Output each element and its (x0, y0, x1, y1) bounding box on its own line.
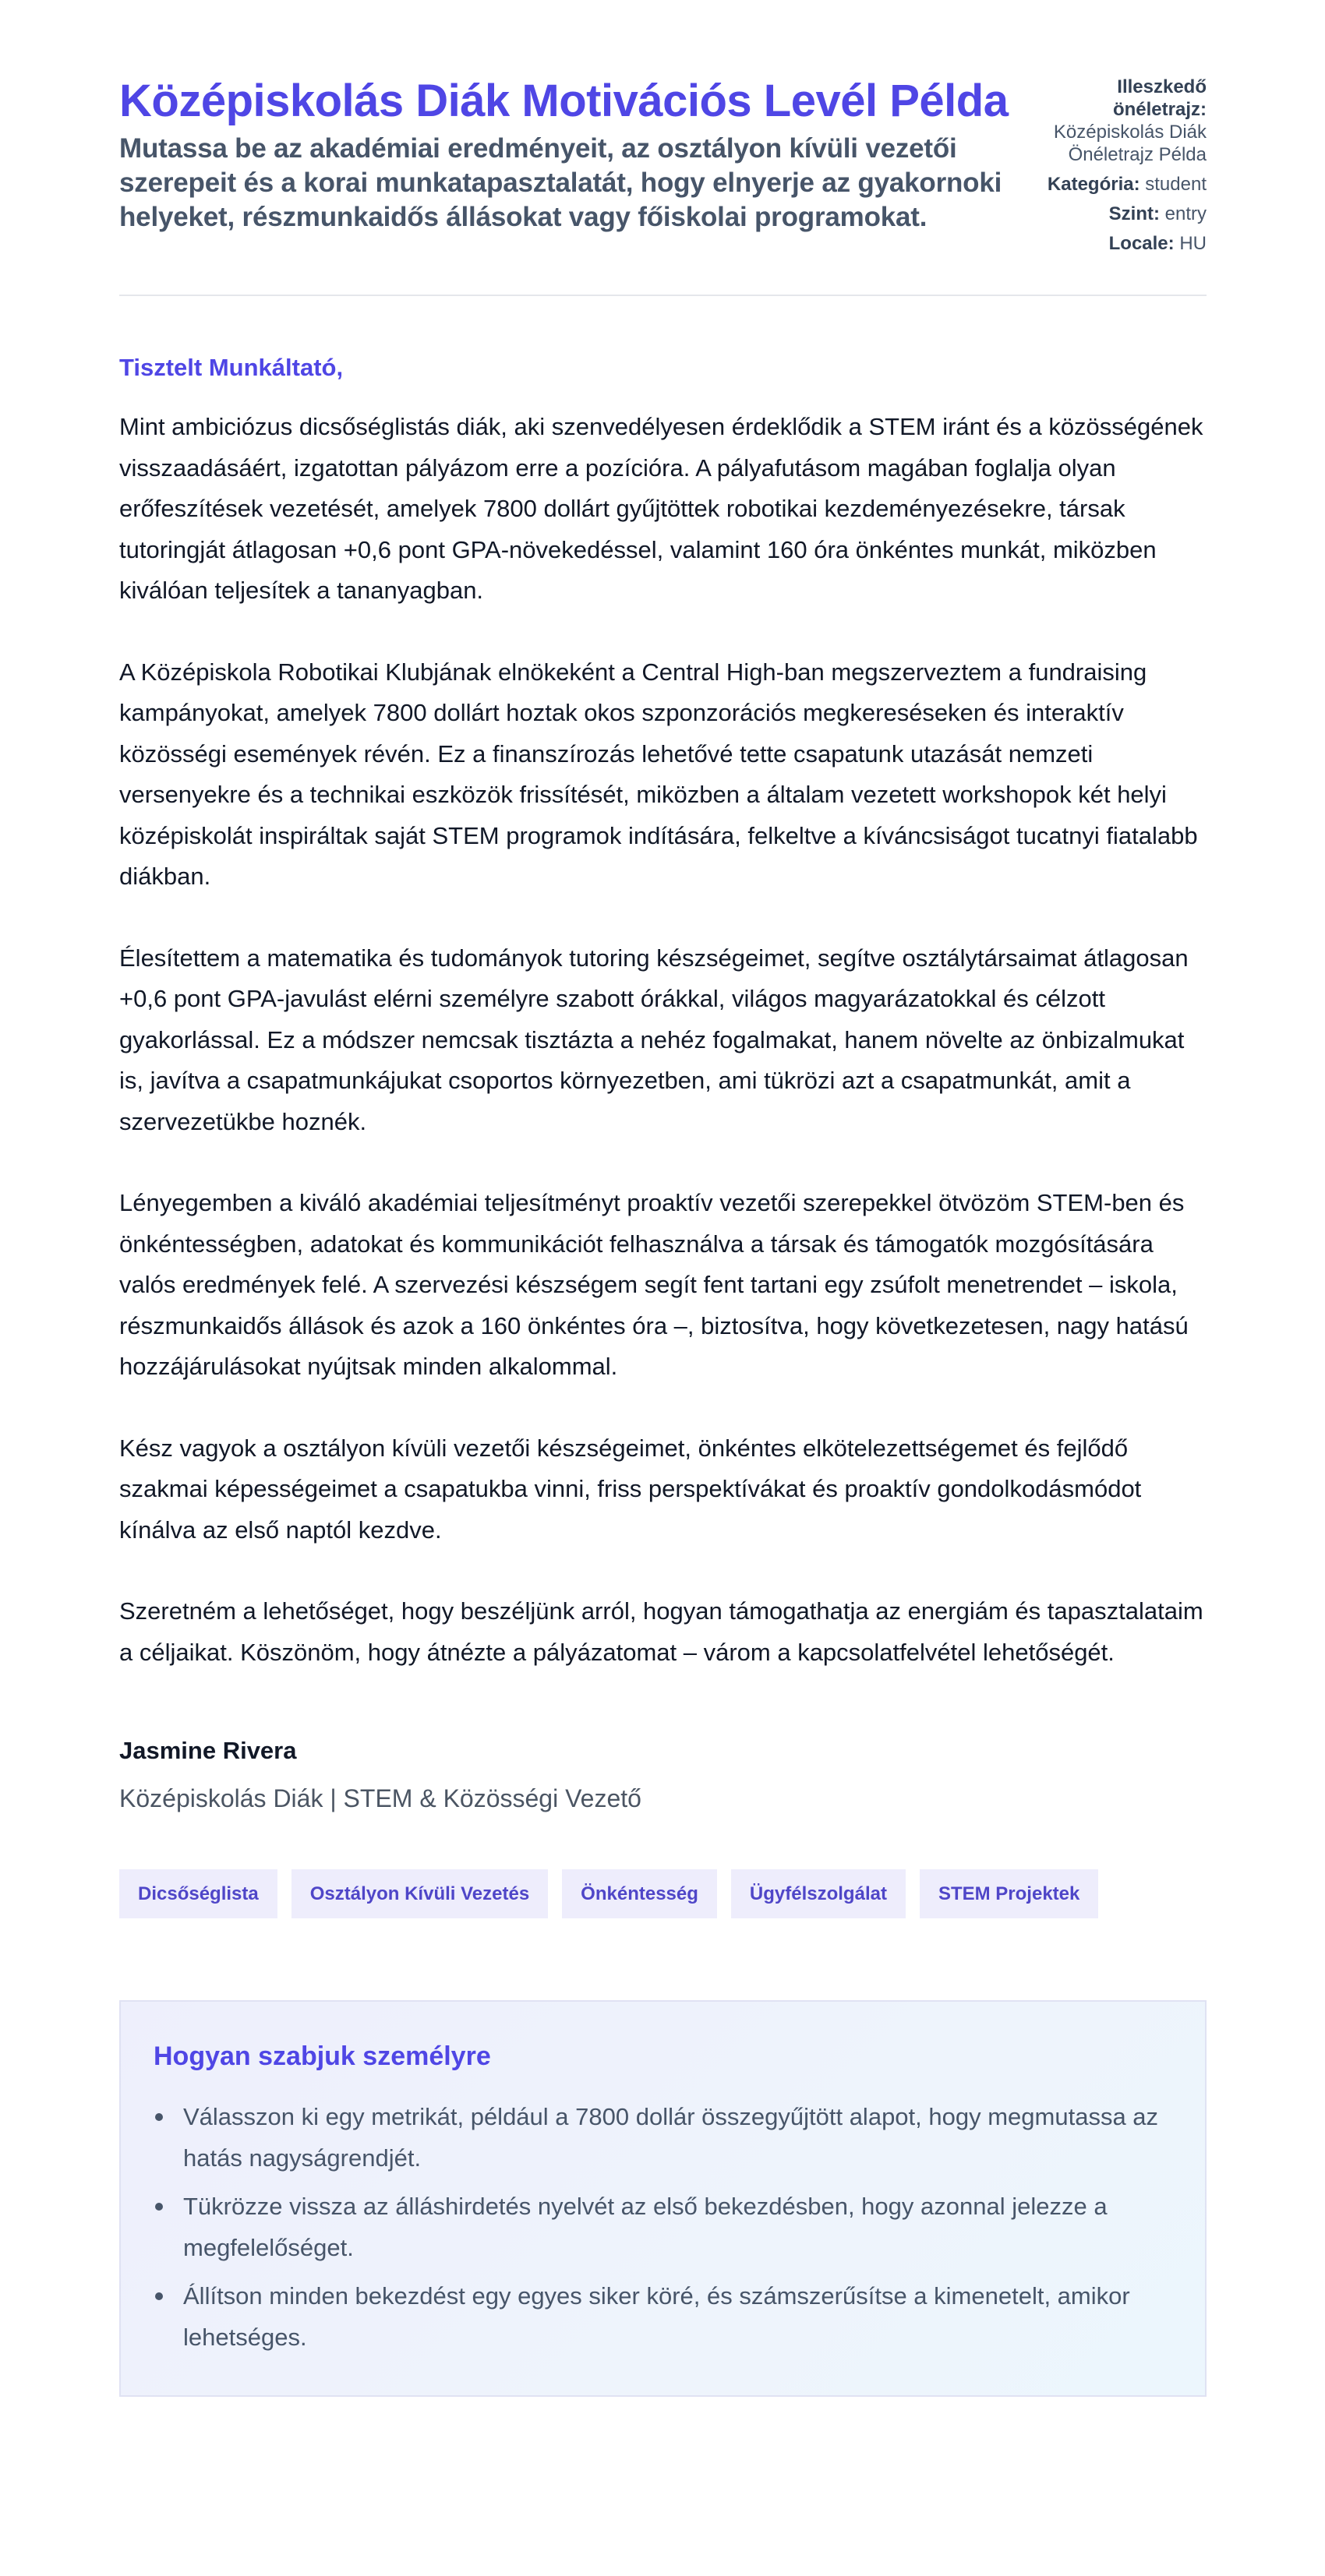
customization-tips-box (119, 2000, 1207, 2397)
signature-title: Középiskolás Diák | STEM & Közösségi Vezető (119, 1784, 641, 1812)
meta-level-label: Szint: (1108, 203, 1160, 224)
meta-resume-value: Középiskolás Diák Önéletrajz Példa (1053, 122, 1207, 165)
letter-body (119, 352, 1207, 1673)
signature-name: Jasmine Rivera (119, 1737, 297, 1764)
tips-item-text: Tükrözze vissza az álláshirdetés nyelvét az első bekezdésben, hogy azonnal jelezze a megfelelőséget. (183, 2193, 1108, 2261)
meta-locale (1019, 232, 1207, 255)
header-main (119, 74, 1016, 235)
tag-volunteering[interactable]: Önkéntesség (562, 1869, 717, 1918)
meta-category-value: student (1145, 174, 1207, 195)
tips-item-text: Állítson minden bekezdést egy egyes siker köré, és számszerűsítse a kimenetelt, amikor lehetséges. (183, 2282, 1130, 2351)
letter-paragraph: Élesítettem a matematika és tudományok tutoring készségeimet, segítve osztálytársaimat átlagosan +0,6 pont GPA-javulást elérni személyre szabott órákkal, világos magyarázatokkal és célzott gyakorlással. Ez a módszer nemcsak tisztázta a nehéz fogalmakat, hanem növelte az önbizalmukat is, javítva a csapatmunkájukat csoportos környezetben, ami tükrözi azt a csapatmunkát, amit a szervezetükbe hoznék. (119, 944, 1189, 1135)
signature-block (119, 1735, 1207, 1815)
tips-list-item (154, 2097, 1172, 2179)
tips-list (154, 2097, 1172, 2358)
page-subtitle: Mutassa be az akadémiai eredményeit, az osztályon kívüli vezetői szerepeit és a korai munkatapasztalatát, hogy elnyerje az gyakornoki helyeket, részmunkaidős állásokat vagy főiskolai programokat. (119, 133, 1002, 232)
bullet-icon (155, 2113, 163, 2121)
skill-tags (119, 1869, 1207, 1918)
meta-matching-resume (1019, 76, 1207, 166)
bullet-icon (155, 2292, 163, 2300)
tag-customer-service[interactable]: Ügyfélszolgálat (731, 1869, 906, 1918)
meta-locale-value: HU (1179, 233, 1207, 254)
tag-stem-projects[interactable]: STEM Projektek (920, 1869, 1098, 1918)
tips-list-item (154, 2186, 1172, 2268)
letter-paragraph: Mint ambiciózus dicsőséglistás diák, aki szenvedélyesen érdeklődik a STEM iránt és a közösségének visszaadásáért, izgatottan pályázom erre a pozícióra. A pályafutásom magában foglalja olyan erőfeszítések vezetését, amelyek 7800 dollárt gyűjtöttek robotikai kezdeményezésekre, társak tutoringját átlagosan +0,6 pont GPA-növekedéssel, valamint 160 óra önkéntes munkát, miközben kiválóan teljesítek a tananyagban. (119, 413, 1203, 604)
meta-resume-label: Illeszkedő önéletrajz: (1112, 76, 1207, 120)
meta-level (1019, 203, 1207, 225)
meta-panel (1019, 74, 1207, 262)
meta-level-value: entry (1164, 203, 1207, 224)
letter-paragraph: Kész vagyok a osztályon kívüli vezetői készségeimet, önkéntes elkötelezettségemet és fejlődő szakmai képességeimet a csapatukba vinni, friss perspektívákat és proaktív gondolkodásmódot kínálva az első naptól kezdve. (119, 1434, 1142, 1544)
letter-paragraph: Szeretném a lehetőséget, hogy beszéljünk arról, hogyan támogathatja az energiám és tapasztalataim a céljaikat. Köszönöm, hogy átnézte a pályázatomat – várom a kapcsolatfelvétel lehetőségét. (119, 1597, 1203, 1666)
tips-title: Hogyan szabjuk személyre (154, 2041, 491, 2071)
meta-category-label: Kategória: (1047, 174, 1140, 195)
meta-locale-label: Locale: (1108, 233, 1175, 254)
bullet-icon (155, 2203, 163, 2211)
letter-paragraphs (119, 407, 1207, 1673)
header-divider (119, 295, 1207, 296)
letter-paragraph: A Középiskola Robotikai Klubjának elnökeként a Central High-ban megszerveztem a fundraising kampányokat, amelyek 7800 dollárt hoztak okos szponzorációs megkereséseken és interaktív közösségi események révén. Ez a finanszírozás lehetővé tette csapatunk utazását nemzeti versenyekre és a technikai eszközök frissítését, miközben a általam vezetett workshopok két helyi középiskolát inspiráltak saját STEM programok indítására, felkeltve a kíváncsiságot tucatnyi fiatalabb diákban. (119, 658, 1198, 890)
salutation: Tisztelt Munkáltató, (119, 354, 344, 381)
page-title: Középiskolás Diák Motivációs Levél Példa (119, 76, 1009, 126)
tag-extracurricular-leadership[interactable]: Osztályon Kívüli Vezetés (292, 1869, 548, 1918)
tag-dicsoseglista[interactable]: Dicsőséglista (119, 1869, 277, 1918)
page-header (119, 74, 1207, 262)
tips-item-text: Válasszon ki egy metrikát, például a 7800 dollár összegyűjtött alapot, hogy megmutassa az hatás nagyságrendjét. (183, 2103, 1159, 2172)
tips-list-item (154, 2276, 1172, 2358)
letter-paragraph: Lényegemben a kiváló akadémiai teljesítményt proaktív vezetői szerepekkel ötvözöm STEM-ben és önkéntességben, adatokat és kommunikációt felhasználva a társak és támogatók mozgósítására valós eredmények felé. A szervezési készségem segít fent tartani egy zsúfolt menetrendet – iskola, részmunkaidős állások és azok a 160 önkéntes óra –, biztosítva, hogy következetesen, nagy hatású hozzájárulásokat nyújtsak minden alkalommal. (119, 1189, 1189, 1380)
meta-category (1019, 173, 1207, 196)
